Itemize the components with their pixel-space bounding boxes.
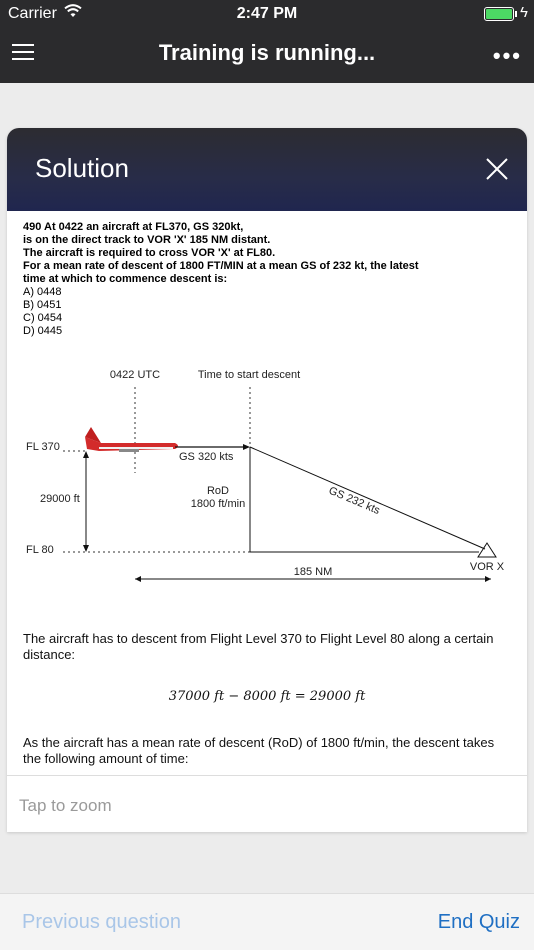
explanation-paragraph: As the aircraft has a mean rate of descent (RoD) of 1800 ft/min, the descent takes the following amount of time: [23,735,495,766]
nav-title: Training is running... [158,40,376,65]
close-icon [487,159,507,179]
explanation-paragraph: The aircraft has to descent from Flight Level 370 to Flight Level 80 along a certain distance: [23,631,494,662]
formula: 37000 ft − 8000 ft = 29000 ft [168,689,366,704]
question-line: is on the direct track to VOR 'X' 185 NM distant. [23,234,271,246]
label-fl80: FL 80 [26,544,54,556]
card-header [7,128,527,211]
label-start-descent: Time to start descent [197,369,301,381]
label-rod-value: 1800 ft/min [190,498,246,510]
more-button[interactable] [493,43,522,69]
battery-icon [484,7,514,21]
charging-icon: ϟ [520,4,528,21]
descent-path [250,447,485,549]
label-utc: 0422 UTC [109,369,161,381]
label-gs320: GS 320 kts [179,451,234,463]
label-fl370: FL 370 [26,441,60,453]
end-quiz-button[interactable]: End Quiz [437,911,520,933]
answer-option: D) 0445 [23,325,63,337]
question-line: For a mean rate of descent of 1800 FT/MIN at a mean GS of 232 kt, the latest [23,260,419,272]
label-altitude: 29000 ft [40,493,80,505]
aircraft-icon [85,427,178,452]
card-title: Solution [35,153,129,183]
carrier-label: Carrier [8,5,57,22]
answer-option: B) 0451 [23,299,62,311]
vor-icon [478,543,496,557]
label-rod: RoD [206,485,230,497]
clock: 2:47 PM [236,5,298,22]
previous-question-button[interactable]: Previous question [22,911,181,933]
solution-card [7,128,527,832]
top-bar [0,0,534,83]
label-distance: 185 NM [293,566,333,578]
bottom-toolbar [0,893,534,950]
question-line: The aircraft is required to cross VOR 'X' at FL80. [23,247,276,259]
answer-option: A) 0448 [23,286,62,298]
close-button[interactable] [485,157,509,181]
cruise-arrowhead [243,444,250,450]
descent-diagram [7,361,527,611]
ellipsis-icon: ••• [492,43,522,68]
solution-content[interactable] [7,211,527,774]
label-vor: VOR X [469,561,505,573]
label-gs232: GS 232 kts [326,484,382,518]
question-line: time at which to commence descent is: [23,273,228,285]
battery-tip [515,11,517,17]
zoom-hint: Tap to zoom [19,796,112,815]
question-line: 490 At 0422 an aircraft at FL370, GS 320kt, [23,221,244,233]
answer-option: C) 0454 [23,312,63,324]
zoom-hint-bar[interactable] [7,775,527,832]
question-text [23,221,493,338]
status-bar [0,0,534,28]
